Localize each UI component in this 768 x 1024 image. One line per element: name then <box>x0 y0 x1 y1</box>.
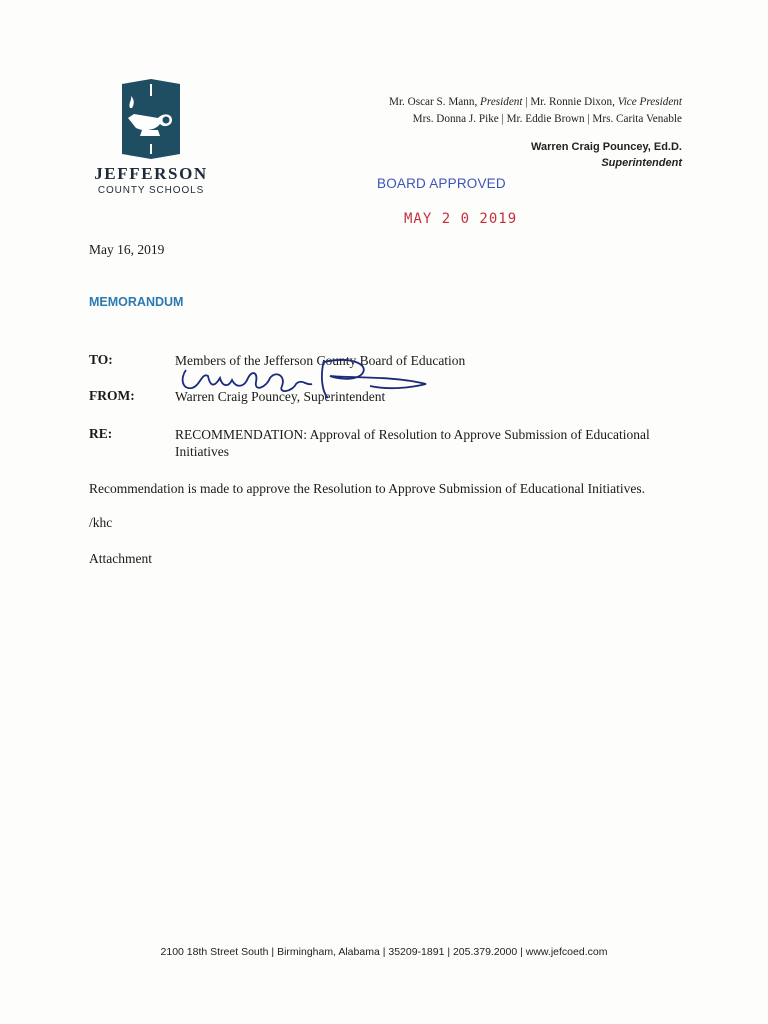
president-name: Mr. Oscar S. Mann, <box>389 96 478 108</box>
superintendent-block <box>531 139 682 171</box>
signature-icon <box>174 348 434 408</box>
memo-date: May 16, 2019 <box>89 242 165 257</box>
district-name: JEFFERSON <box>94 164 208 183</box>
approval-date-stamp: MAY 2 0 2019 <box>404 211 518 227</box>
district-logo <box>88 78 214 196</box>
typist-initials: /khc <box>89 515 113 530</box>
superintendent-title: Superintendent <box>601 157 682 169</box>
president-title: President <box>480 96 523 108</box>
attachment-note: Attachment <box>89 551 152 566</box>
board-line-1: Mr. Oscar S. Mann, President | Mr. Ronnie Dixon, Vice President <box>389 96 682 108</box>
re-value: RECOMMENDATION: Approval of Resolution to Approve Submission of Educational Initiatives <box>175 427 650 459</box>
vice-president-name: Mr. Ronnie Dixon, <box>530 96 615 108</box>
memo-body: Recommendation is made to approve the Resolution to Approve Submission of Educational Initiatives. <box>89 481 646 496</box>
district-subtitle: COUNTY SCHOOLS <box>97 185 205 196</box>
vice-president-title: Vice President <box>617 96 682 108</box>
from-label: FROM: <box>89 388 135 403</box>
to-label: TO: <box>89 352 113 367</box>
board-members <box>389 94 682 128</box>
lamp-emblem-icon <box>114 78 188 160</box>
footer-address: 2100 18th Street South | Birmingham, Alabama | 35209-1891 | 205.379.2000 | www.jefcoed.com <box>160 946 608 958</box>
superintendent-name: Warren Craig Pouncey, Ed.D. <box>531 141 682 153</box>
memo-heading: MEMORANDUM <box>89 295 184 309</box>
re-label: RE: <box>89 426 113 441</box>
board-approved-stamp: BOARD APPROVED <box>377 176 506 191</box>
board-line-2: Mrs. Donna J. Pike | Mr. Eddie Brown | Mrs. Carita Venable <box>412 113 682 125</box>
from-value: Warren Craig Pouncey, Superintendent <box>175 389 386 404</box>
to-value: Members of the Jefferson County Board of Education <box>175 353 466 368</box>
